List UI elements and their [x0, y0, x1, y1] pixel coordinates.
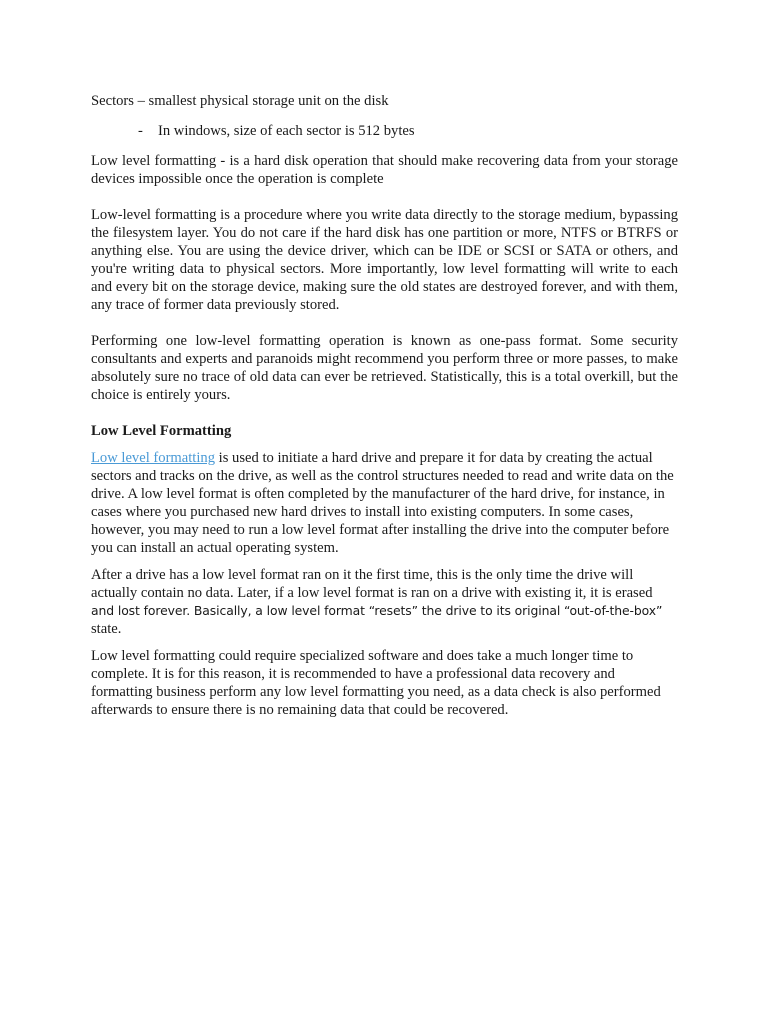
sectors-definition: Sectors – smallest physical storage unit on the disk [91, 93, 389, 109]
paragraph-specialized-software: Low level formatting could require specialized software and does take a much longer time to complete. It is for this reason, it is recommended to have a professional data recovery and formatting business perform any low level formatting you need, as a data check is also performed afterwards to ensure there is no remaining data that could be recovered. [91, 648, 661, 718]
bullet-dash: - [138, 123, 143, 139]
bullet-text: In windows, size of each sector is 512 bytes [158, 123, 415, 139]
paragraph-after-drive [91, 566, 678, 638]
paragraph-after-drive-part1: After a drive has a low level format ran on it the first time, this is the only time the drive will actually contain no data. Later, if a low level format is ran on a drive with existing it, it is erased [91, 567, 653, 601]
section-heading: Low Level Formatting [91, 423, 232, 439]
document-page [91, 92, 678, 719]
bullet-item [91, 122, 678, 140]
paragraph-procedure: Low-level formatting is a procedure where you write data directly to the storage medium, bypassing the filesystem layer. You do not care if the hard disk has one partition or more, NTFS or BTRFS or anything else. You are using the device driver, which can be IDE or SCSI or SATA or others, and you're writing data to physical sectors. More importantly, low level formatting will write to each and every bit on the storage device, making sure the old states are destroyed forever, and with them, any trace of former data previously stored. [91, 207, 678, 313]
low-level-formatting-link[interactable]: Low level formatting [91, 450, 216, 466]
paragraph-initiate [91, 449, 678, 557]
paragraph-initiate-text: is used to initiate a hard drive and prepare it for data by creating the actual sectors and tracks on the drive, as well as the control structures needed to read and write data on the drive. A low level format is often completed by the manufacturer of the hard drive, for instance, in cases where you purchased new hard drives to install into existing computers. In some cases, however, you may need to run a low level format after installing the drive into the computer before you can install an actual operating system. [91, 450, 674, 556]
paragraph-definition: Low level formatting - is a hard disk operation that should make recovering data from your storage devices impossible once the operation is complete [91, 153, 678, 187]
paragraph-after-drive-part3: state. [91, 621, 122, 637]
paragraph-after-drive-part2: and lost forever. Basically, a low level format “resets” the drive to its original “out-of-the-box” [91, 603, 663, 618]
paragraph-one-pass: Performing one low-level formatting operation is known as one-pass format. Some security consultants and experts and paranoids might recommend you perform three or more passes, to make absolutely sure no trace of old data can ever be retrieved. Statistically, this is a total overkill, but the choice is entirely yours. [91, 333, 678, 403]
